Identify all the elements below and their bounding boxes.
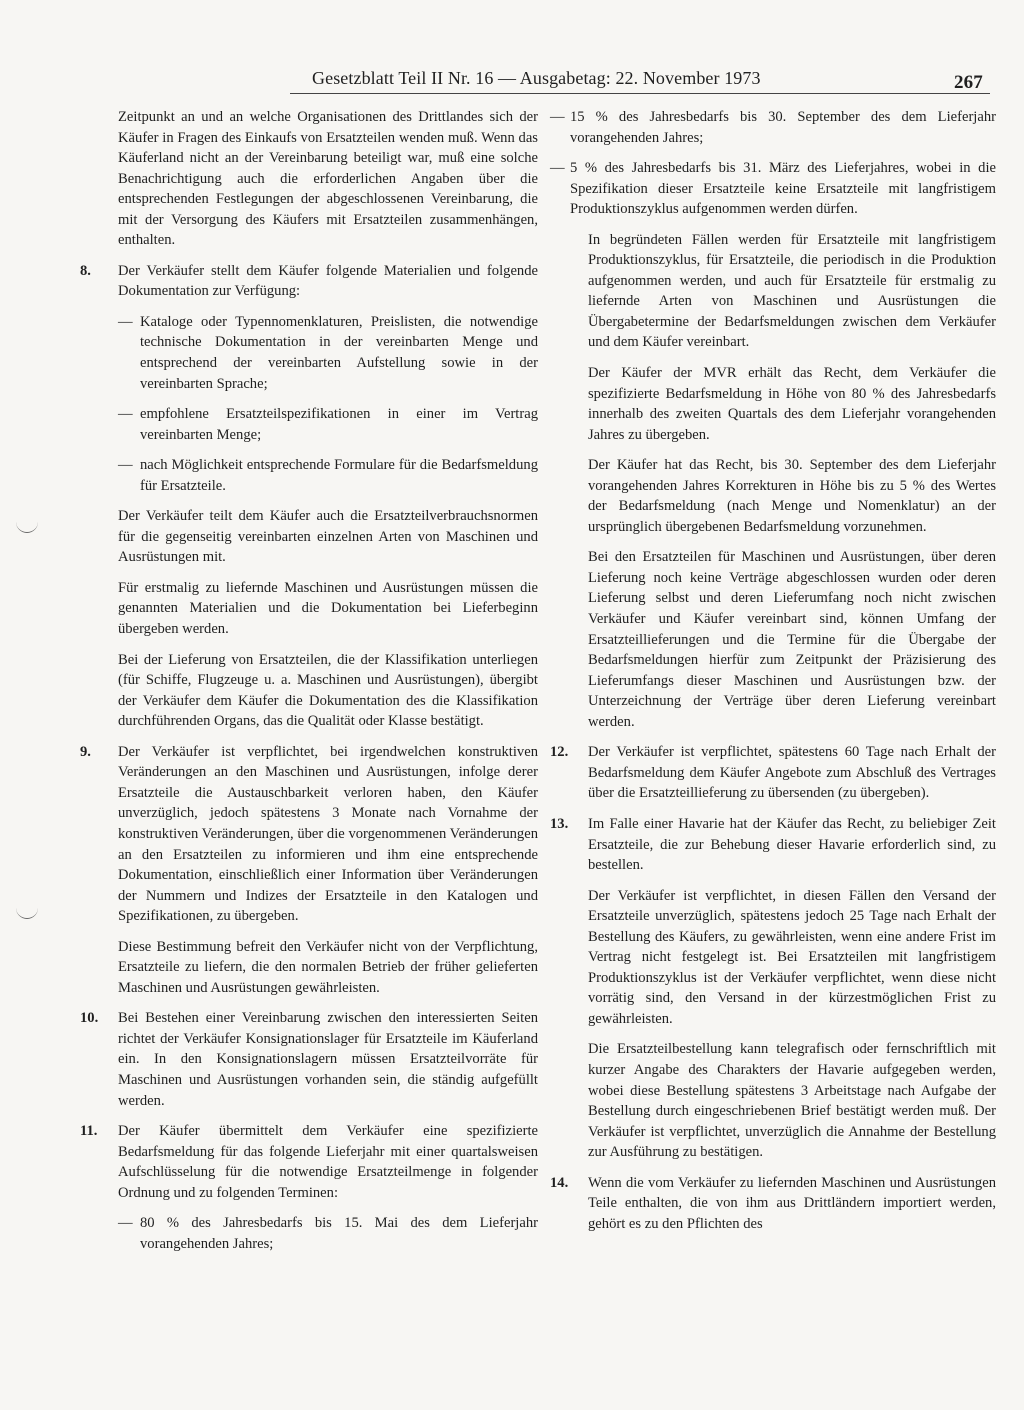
section-text: Der Verkäufer ist verpflichtet, bei irgendwelchen konstruktiven Veränderungen an den Maschinen und Ausrüstungen, infolge derer Ersatzteile die Austauschbarkeit verloren haben, den Käufer unverzüglich, jedoch spätestens 3 Monate nach Vornahme der konstruktiven Veränderungen, über die vorgenommenen Veränderungen an den Ersatzteilen zu informieren und ihm eine entsprechende Dokumentation, einschließlich einer Information über Veränderungen der Nummern und Indizes der Ersatzteile in den Katalogen und Spezifikationen, zu übergeben. [118, 743, 538, 925]
section-12 [548, 742, 996, 804]
section-number: 10. [80, 1010, 99, 1027]
section-13 [548, 814, 996, 876]
right-column [548, 107, 996, 1244]
paragraph: Die Ersatzteilbestellung kann telegrafisch oder fernschriftlich mit kurzer Angabe des Charakters der Havarie aufgegeben werden, wobei diese Bestellung spätestens 3 Arbeitstage nach Aufgabe der Bestellung durch eingeschriebenen Brief bestätigt werden muß. Der Verkäufer ist verpflichtet, unverzüglich die Annahme der Bestellung zur Ausführung zu bestätigen. [588, 1041, 996, 1161]
list-item-text: empfohlene Ersatzteilspezifikationen in einer im Vertrag vereinbarten Menge; [140, 406, 538, 443]
list-item [78, 312, 538, 394]
section-9 [78, 742, 538, 927]
margin-mark [16, 522, 38, 533]
paragraph: Der Verkäufer teilt dem Käufer auch die Ersatzteilverbrauchsnormen für die gegenseitig vereinbarten einzelnen Arten von Maschinen und Ausrüstungen mit. [118, 508, 538, 566]
paragraph: Der Verkäufer ist verpflichtet, in diesen Fällen den Versand der Ersatzteile unverzüglich, spätestens jedoch 25 Tage nach Erhalt der Bestellung des Käufers, zu gewährleisten, wenn eine andere Frist im Vertrag nicht festgelegt ist. Bei Ersatzteilen mit langfristigem Produktionszyklus ist der Verkäufer verpflichtet, wenn diese nicht vorrätig sind, den Versand in der kürzestmöglichen Frist zu gewährleisten. [588, 887, 996, 1027]
list-item [548, 158, 996, 220]
section-8 [78, 261, 538, 302]
section-number: 8. [80, 262, 91, 279]
list-item [78, 1213, 538, 1254]
section-14 [548, 1173, 996, 1235]
section-number: 11. [80, 1123, 98, 1140]
paragraph: Bei den Ersatzteilen für Maschinen und Ausrüstungen, über deren Lieferung noch keine Verträge abgeschlossen wurden oder deren Lieferung selbst und deren Lieferumfang noch nicht zwischen Verkäufer und Käufer vereinbart sind, können Umfang der Ersatzteillieferungen und die Termine für die Übergabe der Bedarfsmeldungen hierfür zum Zeitpunkt der Präzisierung des Lieferumfangs dieser Maschinen und Ausrüstungen bzw. der Unterzeichnung der Verträge über deren Lieferung vereinbart werden. [588, 549, 996, 730]
section-text: Im Falle einer Havarie hat der Käufer das Recht, zu beliebiger Zeit Ersatzteile, die zur Behebung dieser Havarie erforderlich sind, zu bestellen. [588, 815, 996, 874]
list-item-text: 5 % des Jahresbedarfs bis 31. März des Lieferjahres, wobei in die Spezifikation dieser Ersatzteile keine Ersatzteile mit langfristigem Produktionszyklus aufgenommen werden dürfen. [570, 160, 996, 218]
section-number: 14. [550, 1174, 569, 1191]
paragraph: Der Käufer hat das Recht, bis 30. September des dem Lieferjahr vorangehenden Jahres Korrekturen in Höhe bis zu 5 % des Wertes der Bedarfsmeldung (nach Menge und Nomenklatur) an der ursprünglich übergebenen Bedarfsmeldung vorzunehmen. [588, 457, 996, 535]
paragraph: Diese Bestimmung befreit den Verkäufer nicht von der Verpflichtung, Ersatzteile zu liefern, die den normalen Betrieb der früher gelieferten Maschinen und Ausrüstungen gewährleisten. [118, 938, 538, 996]
margin-mark [16, 908, 38, 919]
list-item [548, 107, 996, 148]
dash-bullet: — [550, 160, 565, 177]
list-item-text: 15 % des Jahresbedarfs bis 30. September des dem Lieferjahr vorangehenden Jahres; [570, 109, 996, 146]
list-item [78, 404, 538, 445]
running-title: Gesetzblatt Teil II Nr. 16 — Ausgabetag: 22. November 1973 [312, 68, 761, 88]
list-item [78, 455, 538, 496]
section-10 [78, 1008, 538, 1111]
section-11 [78, 1121, 538, 1203]
list-item-text: 80 % des Jahresbedarfs bis 15. Mai des dem Lieferjahr vorangehenden Jahres; [140, 1215, 538, 1252]
left-column [78, 107, 538, 1264]
section-number: 13. [550, 815, 569, 832]
paragraph: Für erstmalig zu liefernde Maschinen und Ausrüstungen müssen die genannten Materialien und die Dokumentation bei Lieferbeginn übergeben werden. [118, 579, 538, 638]
paragraph: Bei der Lieferung von Ersatzteilen, die der Klassifikation unterliegen (für Schiffe, Flugzeuge u. a. Maschinen und Ausrüstungen), übergibt der Verkäufer dem Käufer die Dokumentation des die Klassifikation durchführenden Organs, das die Qualität oder Klasse bestätigt. [118, 651, 538, 730]
section-text: Bei Bestehen einer Vereinbarung zwischen den interessierten Seiten richtet der Verkäufer Konsignationslager für Ersatzteile im Käuferland ein. In den Konsignationslagern müssen Ersatzteilvorräte für Maschinen und Ausrüstungen vorhanden sein, die ständig aufgefüllt werden. [118, 1010, 538, 1109]
dash-bullet: — [118, 1215, 133, 1232]
paragraph: Zeitpunkt an und an welche Organisationen des Drittlandes sich der Käufer in Fragen des Einkaufs von Ersatzteilen wenden muß. Wenn das Käuferland nicht an der Vereinbarung beteiligt war, muß eine solche Benachrichtigung auch die erforderlichen Angaben über die entsprechenden Festlegungen der abgeschlossenen Vereinbarung, die mit der Versorgung des Käufers mit Ersatzteilen zusammenhängen, enthalten. [118, 109, 538, 249]
paragraph: Der Käufer der MVR erhält das Recht, dem Verkäufer die spezifizierte Bedarfsmeldung in Höhe von 80 % des Jahresbedarfs innerhalb des zweiten Quartals des dem Lieferjahr vorangehenden Jahres zu übergeben. [588, 365, 996, 443]
page-header [290, 62, 990, 94]
list-item-text: nach Möglichkeit entsprechende Formulare für die Bedarfsmeldung für Ersatzteile. [140, 457, 538, 494]
section-text: Der Verkäufer stellt dem Käufer folgende Materialien und folgende Dokumentation zur Verfügung: [118, 262, 538, 300]
dash-bullet: — [118, 313, 133, 330]
section-number: 12. [550, 744, 569, 761]
dash-bullet: — [118, 406, 133, 423]
section-text: Der Käufer übermittelt dem Verkäufer eine spezifizierte Bedarfsmeldung für das folgende Lieferjahr mit einer quartalsweisen Aufschlüsselung für die notwendige Ersatzteilmenge in folgender Ordnung und zu folgenden Terminen: [118, 1123, 538, 1201]
dash-bullet: — [550, 109, 565, 125]
section-number: 9. [80, 743, 91, 760]
list-item-text: Kataloge oder Typennomenklaturen, Preislisten, die notwendige technische Dokumentation in der vereinbarten Menge und entsprechend der vereinbarten Aufstellung sowie in der vereinbarten Sprache; [140, 313, 538, 392]
paragraph: In begründeten Fällen werden für Ersatzteile mit langfristigem Produktionszyklus, für Ersatzteile, die periodisch in die Produktion aufgenommen werden, und auch für Ersatzteile für erstmalig zu liefernde Arten von Maschinen und Ausrüstungen die Übergabetermine der Bedarfsmeldungen zwischen dem Verkäufer und dem Käufer vereinbart. [588, 231, 996, 351]
header-rule [290, 93, 990, 94]
section-text: Wenn die vom Verkäufer zu liefernden Maschinen und Ausrüstungen Teile enthalten, die von ihm aus Drittländern importiert werden, gehört es zu den Pflichten des [588, 1174, 996, 1232]
page-number: 267 [954, 72, 983, 93]
dash-bullet: — [118, 457, 133, 474]
section-text: Der Verkäufer ist verpflichtet, spätestens 60 Tage nach Erhalt der Bedarfsmeldung dem Käufer Angebote zum Abschluß des Vertrages über die Ersatzteillieferung zu übersenden (zu übergeben). [588, 744, 996, 802]
